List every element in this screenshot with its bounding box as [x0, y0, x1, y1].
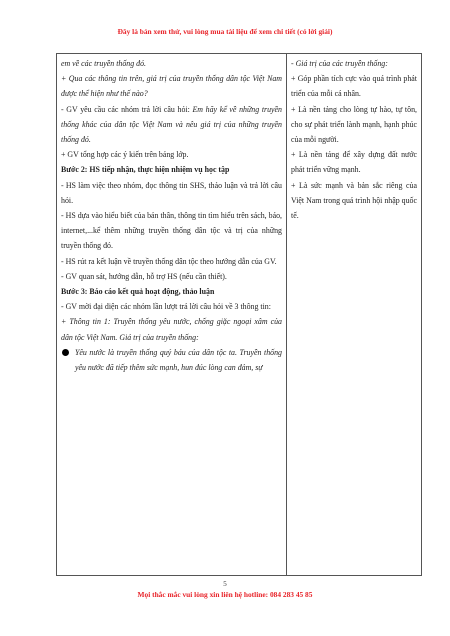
bullet-list [61, 345, 282, 375]
header-banner: Đây là bản xem thử, vui lòng mua tài liệu để xem chi tiết (có lời giải) [117, 27, 333, 36]
paragraph: + Là nền tảng cho lòng tự hào, tự tôn, cho sự phát triển lành mạnh, hạnh phúc của mỗi người. [291, 104, 417, 145]
paragraph: - HS rút ra kết luận về truyền thống dân tộc theo hướng dẫn của GV. [61, 256, 277, 266]
paragraph: + Góp phần tích cực vào quá trình phát triển của mỗi cá nhân. [291, 74, 417, 99]
step-heading: Bước 2: HS tiếp nhận, thực hiện nhiệm vụ học tập [61, 165, 230, 175]
paragraph: - GV mời đại diện các nhóm lần lượt trả lời câu hỏi về 3 thông tin: [61, 302, 271, 312]
paragraph: + Là sức mạnh và bản sắc riêng của Việt Nam trong quá trình hội nhập quốc tế. [291, 180, 417, 221]
paragraph-italic-text: Em hãy kể về những truyền thống khác của dân tộc Việt Nam và nêu giá trị của những truyền thống đó. [61, 104, 282, 145]
list-item-text: Yêu nước là truyền thống quý báu của dân tộc ta. Truyền thống yêu nước đã tiếp thêm sức mạnh, hun đúc lòng can đảm, sự [75, 347, 282, 373]
paragraph: + GV tổng hợp các ý kiến trên bảng lớp. [61, 150, 189, 160]
paragraph-text: - GV yêu cầu các nhóm trả lời câu hỏi: [61, 104, 193, 114]
paragraph: em về các truyền thống đó. [61, 59, 147, 68]
activity-column [57, 54, 287, 576]
page-number: 5 [223, 580, 227, 588]
paragraph: + Thông tin 1: Truyền thống yêu nước, chống giặc ngoại xâm của dân tộc Việt Nam. Giá trị của truyền thống: [61, 317, 282, 342]
table-row [57, 54, 422, 576]
paragraph: - Giá trị của các truyền thống: [291, 59, 388, 68]
paragraph: + Qua các thông tin trên, giá trị của truyền thống dân tộc Việt Nam được thể hiện như thế nào? [61, 74, 282, 99]
step-heading: Bước 3: Báo cáo kết quả hoạt động, thảo luận [61, 287, 215, 297]
lesson-table [56, 53, 422, 576]
paragraph [61, 102, 282, 148]
bullet-dot-icon [62, 349, 69, 356]
paragraph: + Là nền tảng để xây dựng đất nước phát triển vững mạnh. [291, 150, 417, 175]
content-column [287, 54, 422, 576]
paragraph: - HS làm việc theo nhóm, đọc thông tin SHS, thảo luận và trả lời câu hỏi. [61, 180, 282, 205]
paragraph: - GV quan sát, hướng dẫn, hỗ trợ HS (nếu cần thiết). [61, 271, 227, 281]
footer-banner: Mọi thắc mắc vui lòng xin liên hệ hotline: 084 283 45 85 [137, 590, 313, 599]
list-item [75, 345, 282, 375]
paragraph: - HS dựa vào hiểu biết của bản thân, thông tin tìm hiểu trên sách, báo, internet,...kể thêm những truyền thống dân tộc và trị của những truyền thống đó. [61, 211, 282, 251]
